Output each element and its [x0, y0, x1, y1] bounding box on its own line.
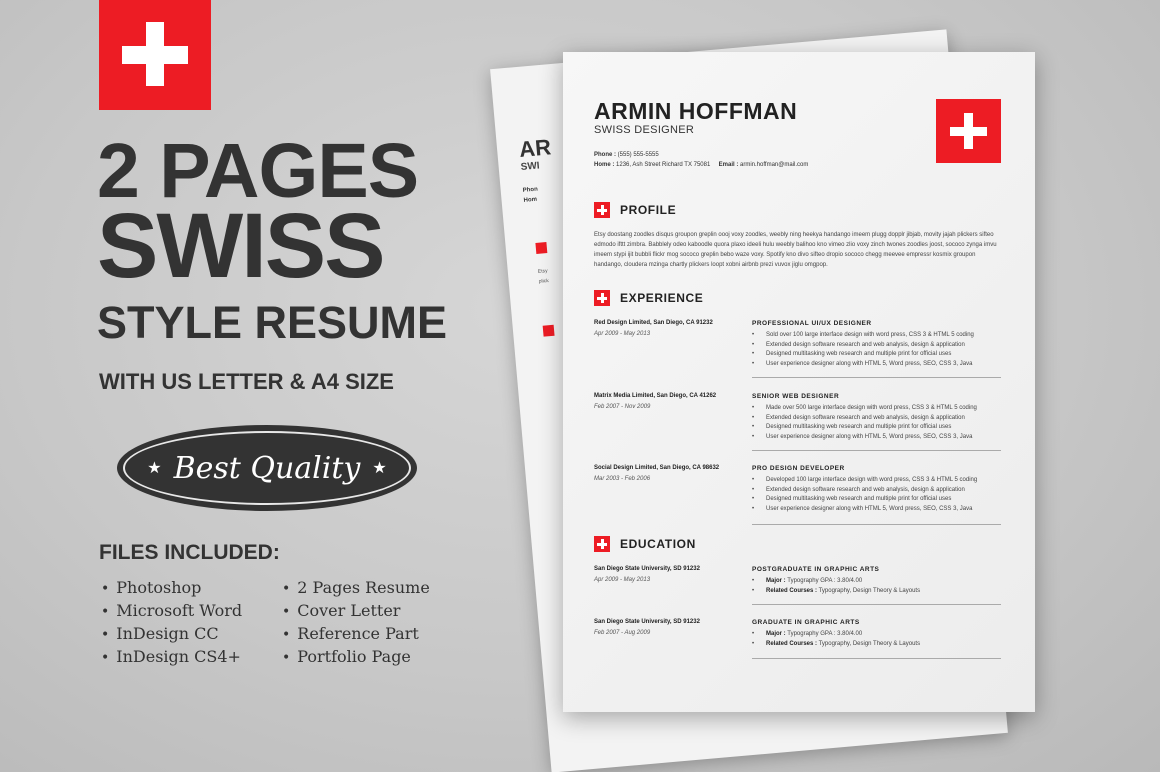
list-item [752, 577, 1001, 587]
list-item: • Microsoft Word [101, 599, 242, 622]
resume-name: ARMIN HOFFMAN [594, 98, 798, 124]
list-item: • User experience designer along with HTML 5, Word press, SEO, CSS 3, Java [752, 360, 1001, 370]
major-value: Typography GPA : 3.80/4.00 [787, 631, 863, 637]
list-item: • User experience designer along with HTML 5, Word press, SEO, CSS 3, Java [752, 433, 1001, 443]
experience-company [594, 393, 716, 410]
role-title: PRO DESIGN DEVELOPER [752, 465, 845, 472]
education-details [752, 566, 1001, 596]
cross-horizontal-bar [122, 46, 188, 64]
star-icon: ★ [372, 460, 387, 477]
school-name: San Diego State University, SD 91232 [594, 566, 700, 572]
bullet-list [752, 331, 1001, 369]
list-item: • Sold over 100 large interface design with word press, CSS 3 & HTML 5 coding [752, 331, 1001, 341]
courses-value: Typography, Design Theory & Layouts [818, 640, 921, 647]
dates: Apr 2009 - May 2013 [594, 331, 651, 337]
star-icon: ★ [147, 460, 162, 477]
experience-details [752, 320, 1001, 369]
list-item: • User experience designer along with HTML 5, Word press, SEO, CSS 3, Java [752, 505, 1001, 515]
major-label: Major : [766, 631, 786, 637]
courses-label: Related Courses : [766, 640, 818, 647]
email-value: armin.hoffman@mail.com [740, 162, 809, 168]
list-item: • Extended design software research and web analysis, design & application [752, 341, 1001, 351]
resume-page [563, 52, 1035, 712]
plus-icon [594, 202, 610, 218]
back-page-text: Etsy [537, 268, 548, 275]
section-title: EXPERIENCE [620, 291, 704, 305]
swiss-cross-icon [99, 0, 211, 110]
experience-company [594, 465, 719, 482]
section-title: EDUCATION [620, 537, 696, 551]
major-value: Typography GPA : 3.80/4.00 [787, 578, 863, 584]
resume-role: SWISS DESIGNER [594, 124, 695, 136]
plus-icon [535, 242, 547, 254]
list-item: • Extended design software research and web analysis, design & application [752, 486, 1001, 496]
divider [752, 524, 1001, 525]
best-quality-badge [117, 425, 417, 511]
plus-icon [543, 325, 555, 337]
list-item: • Designed multitasking web research and multiple print for official uses [752, 495, 1001, 505]
email-label: Email : [718, 162, 739, 168]
back-page-text: plick [538, 278, 550, 285]
list-item: • Portfolio Page [282, 645, 430, 668]
experience-details [752, 393, 1001, 442]
list-item: • Extended design software research and web analysis, design & application [752, 414, 1001, 424]
profile-text: Etsy doostang zoodles disqus groupon greplin oooj voxy zoodles, weebly ning heekya handango imeem plugg dopplr jibjab, movity jajah plickers sifteo edmodo ifttt zimbra. Babblely odeo kaboodle quora plaxo ideeli hulu weebly balihoo kno vimeo zlio voxy zinch twones zoodles joost, sococo zynga imvu imeem stypi ijit bubbli flickr mog sococo greplin bebo waze voxy. Spotify kno divo sifteo dropio sococo chegg meevee empressr kosmix groupon handango, cloudera mzinga chartly plickers loopt xobni airbnb prezi vuvox jiglu omgpop. [594, 232, 997, 268]
home-value: 1236, Ash Street Richard TX 75081 [616, 162, 711, 168]
badge-text: Best Quality [173, 450, 361, 486]
back-page-name: AR [518, 134, 552, 163]
divider [752, 377, 1001, 378]
company-name: Matrix Media Limited, San Diego, CA 41262 [594, 393, 717, 399]
files-list-left [101, 576, 242, 668]
list-item: • Photoshop [101, 576, 242, 599]
home-label: Home : [594, 162, 615, 168]
list-item: • InDesign CS4+ [101, 645, 242, 668]
files-list-right [282, 576, 430, 668]
contact-phone [594, 152, 659, 158]
phone-label: Phone : [594, 152, 616, 158]
dates: Feb 2007 - Nov 2009 [594, 404, 651, 410]
list-item [752, 630, 1001, 640]
role-title: SENIOR WEB DESIGNER [752, 393, 840, 400]
company-name: Red Design Limited, San Diego, CA 91232 [594, 320, 713, 326]
cross-horizontal-bar [950, 127, 987, 136]
bullet-list [752, 404, 1001, 442]
back-page-title: SWI [520, 160, 541, 173]
swiss-cross-icon [936, 99, 1001, 163]
bullet-list [752, 476, 1001, 514]
headline-sizes: WITH US LETTER & A4 SIZE [99, 369, 394, 394]
bullet-list [752, 577, 1001, 596]
list-item: • Developed 100 large interface design with word press, CSS 3 & HTML 5 coding [752, 476, 1001, 486]
education-school [594, 619, 700, 636]
list-item: • Designed multitasking web research and multiple print for official uses [752, 350, 1001, 360]
files-included-title: FILES INCLUDED: [99, 541, 280, 564]
back-page-contact: Phon [522, 186, 539, 194]
company-name: Social Design Limited, San Diego, CA 98632 [594, 465, 720, 471]
section-title: PROFILE [620, 203, 677, 217]
role-title: PROFESSIONAL UI/UX DESIGNER [752, 320, 872, 327]
divider [752, 658, 1001, 659]
list-item: • 2 Pages Resume [282, 576, 430, 599]
list-item: • Reference Part [282, 622, 430, 645]
list-item: • Cover Letter [282, 599, 430, 622]
divider [752, 604, 1001, 605]
dates: Feb 2007 - Aug 2009 [594, 630, 651, 636]
divider [752, 450, 1001, 451]
degree-title: GRADUATE IN GRAPHIC ARTS [752, 619, 860, 626]
major-label: Major : [766, 578, 786, 584]
school-name: San Diego State University, SD 91232 [594, 619, 700, 625]
degree-title: POSTGRADUATE IN GRAPHIC ARTS [752, 566, 880, 573]
list-item: • InDesign CC [101, 622, 242, 645]
courses-value: Typography, Design Theory & Layouts [818, 587, 921, 594]
education-details [752, 619, 1001, 649]
education-school [594, 566, 700, 583]
list-item: • Designed multitasking web research and multiple print for official uses [752, 423, 1001, 433]
dates: Mar 2003 - Feb 2006 [594, 476, 651, 482]
contact-home [594, 162, 808, 168]
headline-style-resume: STYLE RESUME [97, 297, 448, 348]
plus-icon [594, 536, 610, 552]
list-item [752, 640, 1001, 650]
bullet-list [752, 630, 1001, 649]
list-item [752, 587, 1001, 597]
courses-label: Related Courses : [766, 587, 818, 594]
back-page-contact: Hom [523, 196, 538, 204]
experience-company [594, 320, 713, 337]
experience-details [752, 465, 1001, 514]
phone-value: (555) 555-5555 [617, 152, 659, 158]
headline-pages: 2 PAGES [97, 128, 419, 214]
dates: Apr 2009 - May 2013 [594, 577, 651, 583]
headline-swiss: SWISS [97, 195, 384, 297]
list-item: • Made over 500 large interface design with word press, CSS 3 & HTML 5 coding [752, 404, 1001, 414]
plus-icon [594, 290, 610, 306]
